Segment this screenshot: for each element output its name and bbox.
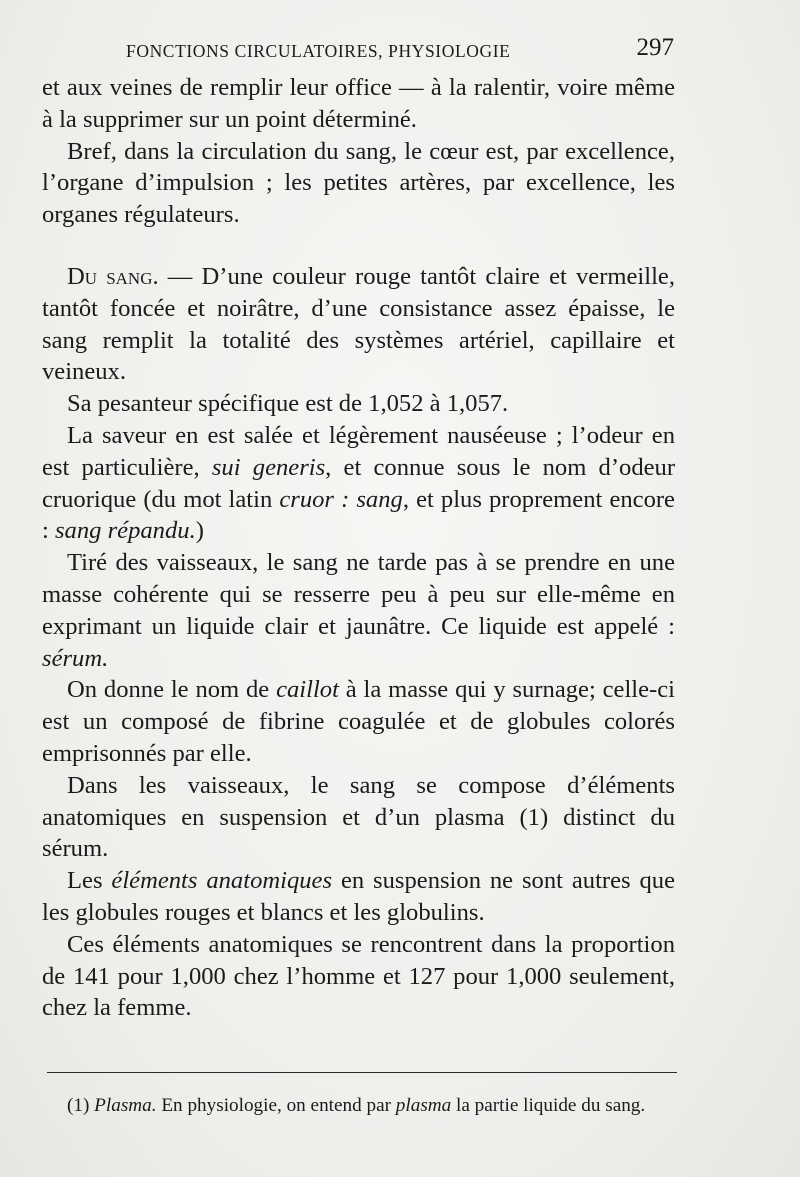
paragraph-4: Sa pesanteur spécifique est de 1,052 à 1,057.	[67, 390, 509, 418]
footnote-emphasis: plasma	[395, 1095, 452, 1116]
paragraph-7: On donne le nom de caillot à la masse qui y surnage; celle-ci est un composé de fibrine coagulée et de globules colorés emprisonnés par elle.	[42, 676, 675, 767]
emphasis-serum: sérum.	[42, 644, 109, 672]
section-heading: Du sang.	[67, 262, 159, 290]
page-number: 297	[636, 34, 674, 61]
running-title: FONCTIONS CIRCULATOIRES, PHYSIOLOGIE	[126, 41, 511, 61]
page-header	[126, 34, 674, 68]
emphasis-caillot: caillot	[276, 676, 339, 704]
footnote-term: Plasma.	[94, 1095, 157, 1116]
paragraph-10: Ces éléments anatomiques se rencontrent dans la proportion de 141 pour 1,000 chez l’homme et 127 pour 1,000 seulement, chez la femme.	[42, 930, 675, 1022]
section-du-sang	[42, 261, 675, 388]
section-text: — D’une couleur rouge tantôt claire et vermeille, tantôt foncée et noirâtre, d’une consistance assez épaisse, le sang remplit la totalité des systèmes artériel, capillaire et veineux.	[42, 262, 675, 386]
footnote-divider	[47, 1072, 677, 1073]
footnote-number: (1)	[67, 1095, 90, 1116]
footnote: (1) Plasma. En physiologie, on entend par plasma la partie liquide du sang.	[67, 1095, 646, 1116]
paragraph-9: Les éléments anatomiques en suspension ne sont autres que les globules rouges et blancs et les globulins.	[42, 867, 675, 926]
main-text	[42, 72, 675, 1024]
emphasis-sui-generis: sui generis	[211, 453, 326, 481]
emphasis-elements: éléments anatomiques	[111, 867, 333, 895]
emphasis-sang-repandu: sang répandu.	[54, 517, 196, 545]
paragraph-8: Dans les vaisseaux, le sang se compose d’éléments anatomiques en suspension et d’un plasma (1) distinct du sérum.	[42, 771, 675, 863]
paragraph-2: Bref, dans la circulation du sang, le cœur est, par excellence, l’organe d’impulsion ; les petites artères, par excellence, les organes régulateurs.	[42, 137, 675, 229]
emphasis-cruor: cruor : sang	[279, 485, 403, 513]
paragraph-5: La saveur en est salée et légèrement nauséeuse ; l’odeur en est particulière, sui generis, et connue sous le nom d’odeur cruorique (du mot latin cruor : sang, et plus proprement encore : sang répandu.)	[42, 421, 676, 545]
paragraph-6: Tiré des vaisseaux, le sang ne tarde pas à se prendre en une masse cohérente qui se resserre peu à peu sur elle-même en exprimant un liquide clair et jaunâtre. Ce liquide est appelé : sérum.	[42, 549, 675, 672]
paragraph-1: et aux veines de remplir leur office — à la ralentir, voire même à la supprimer sur un point déterminé.	[42, 74, 675, 133]
